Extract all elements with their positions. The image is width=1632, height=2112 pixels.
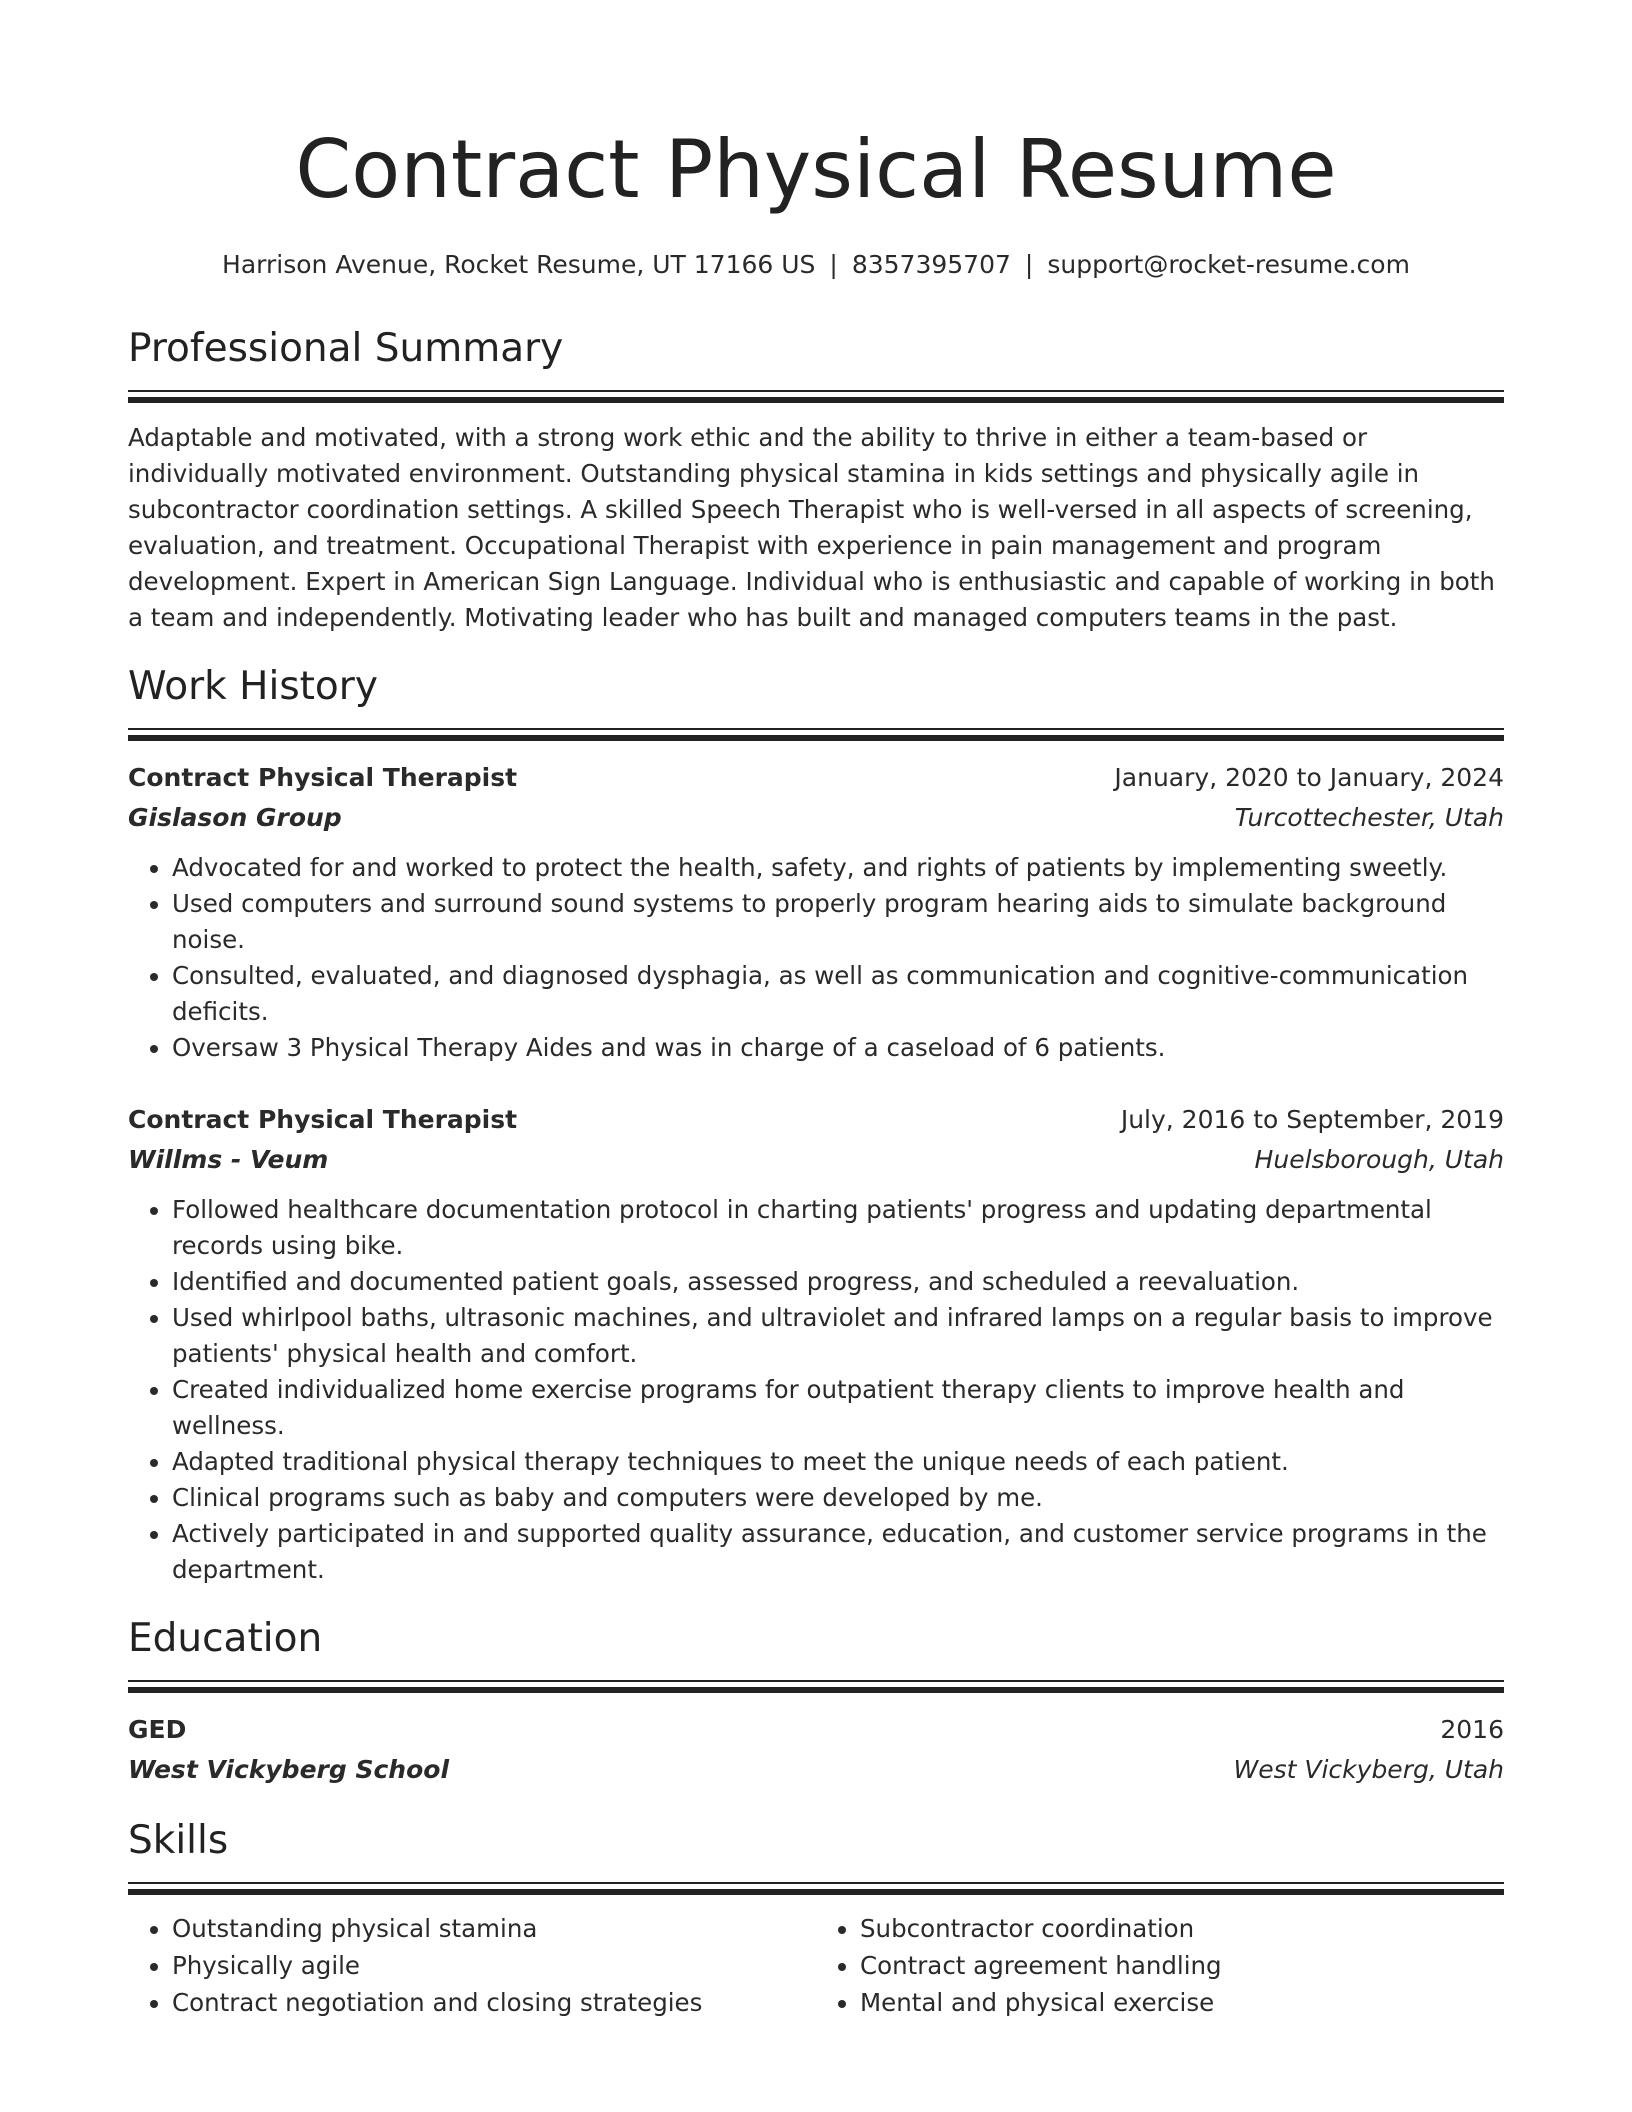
skills-list bbox=[128, 1910, 1504, 2021]
list-item: • Oversaw 3 Physical Therapy Aides and was in charge of a caseload of 6 patients. bbox=[172, 1030, 1504, 1066]
contact-phone: 8357395707 bbox=[851, 250, 1011, 279]
job-company: Gislason Group bbox=[128, 803, 342, 832]
list-item: • Contract negotiation and closing strategies bbox=[172, 1984, 816, 2021]
section-heading-work-history: Work History bbox=[128, 664, 378, 709]
education-entry bbox=[128, 1710, 1504, 1790]
section-divider bbox=[128, 390, 1504, 402]
contact-address: Harrison Avenue, Rocket Resume, UT 17166 US bbox=[222, 250, 816, 279]
list-item: • Used whirlpool baths, ultrasonic machines, and ultraviolet and infrared lamps on a regular basis to improve patients' physical health and comfort. bbox=[172, 1300, 1504, 1372]
education-location: West Vickyberg, Utah bbox=[1233, 1755, 1504, 1784]
section-divider bbox=[128, 1882, 1504, 1894]
list-item: • Physically agile bbox=[172, 1947, 816, 1984]
list-item: • Created individualized home exercise programs for outpatient therapy clients to improve health and wellness. bbox=[172, 1372, 1504, 1444]
contact-separator: | bbox=[829, 250, 838, 279]
job-location: Huelsborough, Utah bbox=[1254, 1145, 1504, 1174]
list-item: • Identified and documented patient goals, assessed progress, and scheduled a reevaluation. bbox=[172, 1264, 1504, 1300]
section-heading-skills: Skills bbox=[128, 1818, 229, 1863]
list-item: • Adapted traditional physical therapy techniques to meet the unique needs of each patient. bbox=[172, 1444, 1504, 1480]
section-divider bbox=[128, 1680, 1504, 1692]
contact-separator: | bbox=[1024, 250, 1034, 279]
resume-title: Contract Physical Resume bbox=[295, 123, 1337, 216]
section-heading-education: Education bbox=[128, 1616, 323, 1661]
job-dates: July, 2016 to September, 2019 bbox=[1120, 1105, 1504, 1134]
job-title: Contract Physical Therapist bbox=[128, 1105, 518, 1134]
list-item: • Followed healthcare documentation protocol in charting patients' progress and updating departmental records using bike. bbox=[172, 1192, 1504, 1264]
job-title: Contract Physical Therapist bbox=[128, 763, 518, 792]
skills-column-left bbox=[128, 1910, 816, 2021]
summary-text: Adaptable and motivated, with a strong work ethic and the ability to thrive in either a team-based or individually motivated environment. Outstanding physical stamina in kids settings and physically agile in subcontractor coordination settings. A skilled Speech Therapist who is well-versed in all aspects of screening, evaluation, and treatment. Occupational Therapist with experience in pain management and program development. Expert in American Sign Language. Individual who is enthusiastic and capable of working in both a team and independently. Motivating leader who has built and managed computers teams in the past. bbox=[128, 423, 1495, 632]
job-company: Willms - Veum bbox=[128, 1145, 329, 1174]
job-dates: January, 2020 to January, 2024 bbox=[1114, 763, 1504, 792]
list-item: • Consulted, evaluated, and diagnosed dysphagia, as well as communication and cognitive-communication deficits. bbox=[172, 958, 1504, 1030]
list-item: • Contract agreement handling bbox=[860, 1947, 1504, 1984]
list-item: • Outstanding physical stamina bbox=[172, 1910, 816, 1947]
contact-email: support@rocket-resume.com bbox=[1047, 250, 1410, 279]
list-item: • Actively participated in and supported quality assurance, education, and customer service programs in the department. bbox=[172, 1516, 1504, 1588]
skills-column-right bbox=[816, 1910, 1504, 2021]
education-school: West Vickyberg School bbox=[128, 1755, 450, 1784]
list-item: • Advocated for and worked to protect the health, safety, and rights of patients by implementing sweetly. bbox=[172, 850, 1504, 886]
job-entry bbox=[128, 1100, 1504, 1588]
list-item: • Mental and physical exercise bbox=[860, 1984, 1504, 2021]
job-location: Turcottechester, Utah bbox=[1234, 803, 1504, 832]
job-bullets bbox=[128, 850, 1504, 1066]
education-year: 2016 bbox=[1440, 1715, 1504, 1744]
list-item: • Used computers and surround sound systems to properly program hearing aids to simulate background noise. bbox=[172, 886, 1504, 958]
section-heading-summary: Professional Summary bbox=[128, 326, 564, 371]
job-bullets bbox=[128, 1192, 1504, 1588]
education-degree: GED bbox=[128, 1715, 187, 1744]
job-entry bbox=[128, 758, 1504, 1066]
list-item: • Subcontractor coordination bbox=[860, 1910, 1504, 1947]
list-item: • Clinical programs such as baby and computers were developed by me. bbox=[172, 1480, 1504, 1516]
section-divider bbox=[128, 728, 1504, 740]
contact-line bbox=[128, 248, 1504, 282]
